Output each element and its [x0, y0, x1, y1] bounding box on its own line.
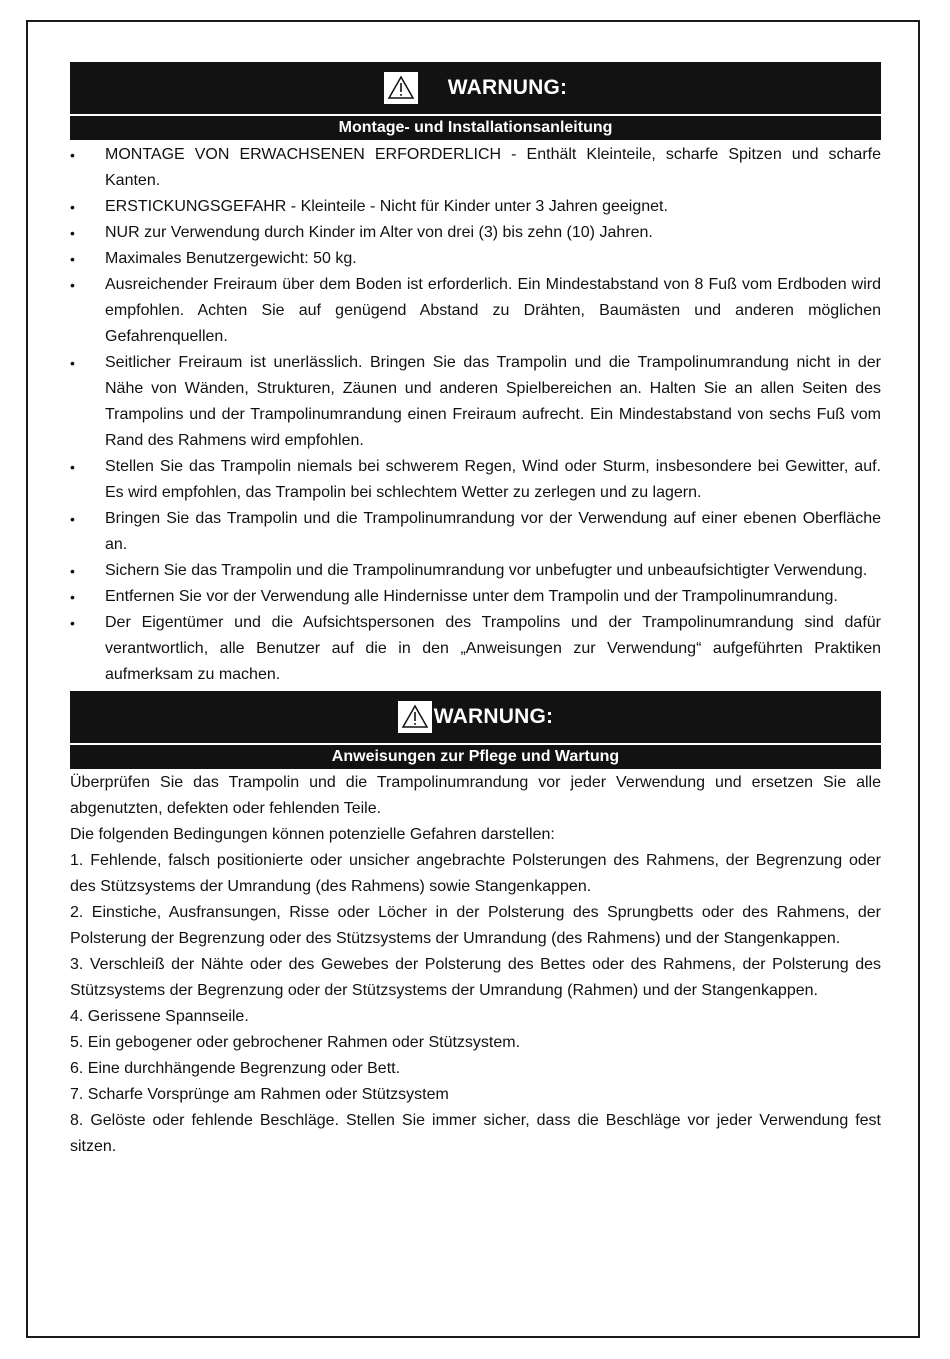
list-item: • NUR zur Verwendung durch Kinder im Alter von drei (3) bis zehn (10) Jahren.: [70, 220, 881, 246]
warning-banner-care: [70, 691, 881, 769]
document-content: [70, 62, 881, 1160]
warning-title: WARNUNG:: [447, 76, 568, 99]
care-paragraph: Überprüfen Sie das Trampolin und die Trampolinumrandung vor jeder Verwendung und ersetzen Sie alle abgenutzten, defekten oder fehlenden Teile.: [70, 774, 881, 817]
care-paragraph: Die folgenden Bedingungen können potenzielle Gefahren darstellen:: [70, 826, 555, 843]
list-item: • Maximales Benutzergewicht: 50 kg.: [70, 246, 881, 272]
list-item: • Der Eigentümer und die Aufsichtspersonen des Trampolins und der Trampolinumrandung sind dafür verantwortlich, alle Benutzer auf die in den „Anweisungen zur Verwendung“ aufgeführten Praktiken aufmerksam zu machen.: [70, 610, 881, 688]
care-paragraph: 8. Gelöste oder fehlende Beschläge. Stellen Sie immer sicher, dass die Beschläge vor jeder Verwendung fest sitzen.: [70, 1112, 881, 1155]
list-item: • Sichern Sie das Trampolin und die Trampolinumrandung vor unbefugter und unbeaufsichtigter Verwendung.: [70, 558, 881, 584]
care-paragraph: 1. Fehlende, falsch positionierte oder unsicher angebrachte Polsterungen des Rahmens, der Begrenzung oder des Stützsystems der Umrandung (des Rahmens) sowie Stangenkappen.: [70, 852, 881, 895]
care-paragraph: 2. Einstiche, Ausfransungen, Risse oder Löcher in der Polsterung des Sprungbetts oder des Rahmens, der Polsterung der Begrenzung oder des Stützsystems der Umrandung (des Rahmens) und der Stangenkappen.: [70, 904, 881, 947]
list-item: • MONTAGE VON ERWACHSENEN ERFORDERLICH - Enthält Kleinteile, scharfe Spitzen und scharfe Kanten.: [70, 142, 881, 194]
warning-title: WARNUNG:: [433, 705, 554, 728]
care-paragraph: 4. Gerissene Spannseile.: [70, 1008, 249, 1025]
list-item: • Stellen Sie das Trampolin niemals bei schwerem Regen, Wind oder Sturm, insbesondere bei Gewitter, auf. Es wird empfohlen, das Trampolin bei schlechtem Wetter zu zerlegen und zu lagern.: [70, 454, 881, 506]
list-item: • ERSTICKUNGSGEFAHR - Kleinteile - Nicht für Kinder unter 3 Jahren geeignet.: [70, 194, 881, 220]
care-paragraph: 5. Ein gebogener oder gebrochener Rahmen oder Stützsystem.: [70, 1034, 521, 1051]
care-paragraph: 3. Verschleiß der Nähte oder des Gewebes der Polsterung des Bettes oder des Rahmens, der Polsterung des Stützsystems der Begrenzung oder der Stützsystems der Umrandung (Rahmen) und der Stangenkappen.: [70, 956, 881, 999]
care-instructions: [70, 770, 881, 1160]
list-item: • Seitlicher Freiraum ist unerlässlich. Bringen Sie das Trampolin und die Trampolinumrandung nicht in der Nähe von Wänden, Strukturen, Zäunen und anderen Spielbereichen an. Halten Sie an allen Seiten des Trampolins und der Trampolinumrandung einen Freiraum aufrecht. Ein Mindestabstand von sechs Fuß vom Rand des Rahmens wird empfohlen.: [70, 350, 881, 454]
care-paragraph: 6. Eine durchhängende Begrenzung oder Bett.: [70, 1060, 401, 1077]
assembly-warning-list: [70, 142, 881, 688]
warning-subtitle: Montage- und Installationsanleitung: [338, 119, 613, 136]
warning-subtitle: Anweisungen zur Pflege und Wartung: [331, 748, 620, 765]
care-paragraph: 7. Scharfe Vorsprünge am Rahmen oder Stützsystem: [70, 1086, 449, 1103]
warning-banner-assembly: [70, 62, 881, 140]
list-item: • Ausreichender Freiraum über dem Boden ist erforderlich. Ein Mindestabstand von 8 Fuß vom Erdboden wird empfohlen. Achten Sie auf genügend Abstand zu Drähten, Baumästen und anderen möglichen Gefahrenquellen.: [70, 272, 881, 350]
warning-triangle-icon: [398, 701, 432, 733]
list-item: • Bringen Sie das Trampolin und die Trampolinumrandung vor der Verwendung auf einer ebenen Oberfläche an.: [70, 506, 881, 558]
warning-triangle-icon: [384, 72, 418, 104]
list-item: • Entfernen Sie vor der Verwendung alle Hindernisse unter dem Trampolin und der Trampolinumrandung.: [70, 584, 881, 610]
